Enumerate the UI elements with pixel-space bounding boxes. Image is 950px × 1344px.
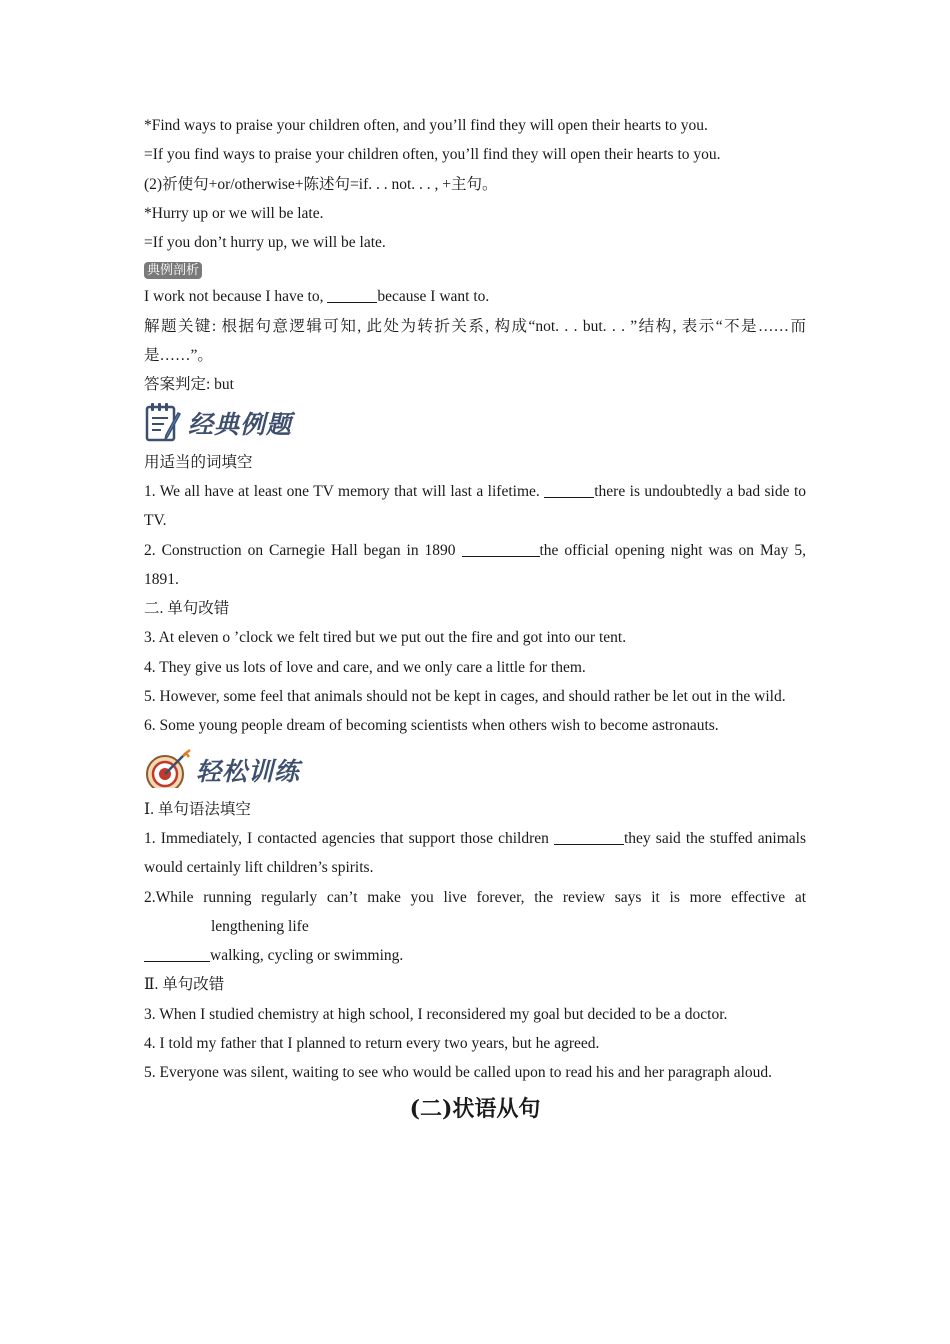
example-analysis-badge: 典例剖析 [144,262,202,279]
example-answer: 答案判定: but [144,376,234,394]
example-question-start: I work not because I have to, [144,288,328,306]
practice-sub-fill: Ⅰ. 单句语法填空 [144,800,251,818]
practice-q1-end: they said the stuffed animals would certainly lift children’s spirits. [144,829,806,877]
section-title: (二)状语从句 [409,1095,541,1122]
classic-examples-title: 经典例题 [188,409,293,439]
answer-blank [327,287,377,303]
example-analysis-badge-row [144,257,806,282]
classic-q4: 4. They give us lots of love and care, and we only care a little for them. [144,658,586,676]
example-key: 解题关键: 根据句意逻辑可知, 此处为转折关系, 构成“not. . . but. . . ”结构, 表示“不是……而是……”。 [144,317,806,365]
document-page [144,111,806,1126]
practice-title: 轻松训练 [196,756,301,786]
answer-blank [462,541,540,557]
practice-q1-start: 1. Immediately, I contacted agencies that support those children [144,829,554,847]
classic-q5: 5. However, some feel that animals should not be kept in cages, and should rather be let out in the wild. [144,688,786,706]
classic-q1-end: there is undoubtedly a bad side to TV. [144,482,807,530]
practice-q5: 5. Everyone was silent, waiting to see who would be called upon to read his and her paragraph aloud. [144,1064,772,1082]
intro-line-2: =If you find ways to praise your children often, you’ll find they will open their hearts to you. [144,146,721,164]
classic-q1 [144,477,806,536]
classic-q2 [144,536,806,595]
classic-q2-end: the official opening night was on May 5, 1891. [144,541,806,588]
example-question-end: because I want to. [377,288,490,306]
practice-q2-line-3 [144,941,806,970]
example-question [144,282,806,311]
classic-sub-correction: 二. 单句改错 [144,600,230,618]
practice-sub-correction: Ⅱ. 单句改错 [144,976,225,994]
practice-q2-end: walking, cycling or swimming. [210,947,404,965]
practice-q4: 4. I told my father that I planned to return every two years, but he agreed. [144,1035,600,1053]
classic-q1-start: 1. We all have at least one TV memory that will last a lifetime. [144,482,545,500]
intro-line-5: =If you don’t hurry up, we will be late. [144,234,386,252]
intro-line-4: *Hurry up or we will be late. [144,204,324,222]
classic-examples-heading [144,400,806,446]
practice-q2-line-2: lengthening life [211,917,309,935]
classic-q3: 3. At eleven o ’clock we felt tired but we put out the fire and got into our tent. [144,629,627,647]
target-arrow-icon [144,748,192,792]
practice-q3: 3. When I studied chemistry at high school, I reconsidered my goal but decided to be a doctor. [144,1005,728,1023]
answer-blank [544,482,594,498]
intro-line-3: (2)祈使句+or/otherwise+陈述句=if. . . not. . . , +主句。 [144,175,498,193]
notebook-pen-icon [144,402,184,444]
classic-sub-fill: 用适当的词填空 [144,453,253,471]
classic-q6: 6. Some young people dream of becoming scientists when others wish to become astronauts. [144,717,719,735]
answer-blank [554,829,624,845]
classic-q2-start: 2. Construction on Carnegie Hall began in 1890 [144,541,462,559]
answer-blank [144,946,210,962]
intro-line-1: *Find ways to praise your children often, and you’ll find they will open their hearts to you. [144,117,708,134]
practice-q1 [144,824,806,883]
practice-heading [144,747,806,793]
practice-q2-line-1: 2.While running regularly can’t make you live forever, the review says it is more effective at [144,888,806,906]
